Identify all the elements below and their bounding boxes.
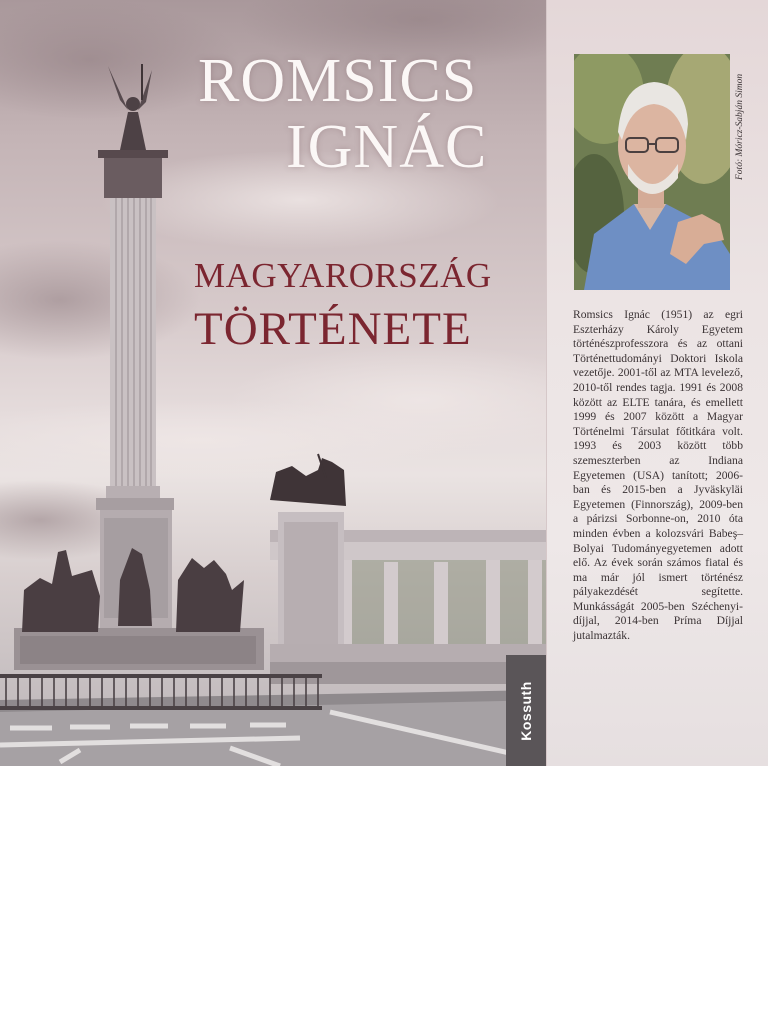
author-given-name: IGNÁC xyxy=(286,113,488,181)
book-title-line2: TÖRTÉNETE xyxy=(194,303,472,355)
author-surname: ROMSICS xyxy=(198,47,478,115)
photo-credit: Fotó: Móricz-Sabján Simon xyxy=(735,73,745,180)
author-biography: Romsics Ignác (1951) az egri Eszterházy Károly Egyetem történészprofesszora és az ottani Történettudományi Doktori Iskola vezetője. 2001-től az MTA levelező, 2010-től rendes tagja. 1991 és 2008 között az ELTE tanára, és emellett 1999 és 2007 között a Magyar Történelmi Társulat főtitkára volt. 1993 és 2003 között több szemeszterben az Indiana Egyetemen (USA) tanított; 2006-ban és 2015-ben a Jyväskyläi Egyetemen (Finnország), 2009-ben a párizsi Sorbonne-on, 2010 óta minden évben a kolozsvári Babeş–Bolyai Tudományegyetemen adott elő. Az évek során számos fiatal és ma már jól ismert történész pályakezdését segítette. Munkásságát 2005-ben Széchenyi-díjjal, 2014-ben Príma Díjjal jutalmazták. xyxy=(573,308,743,643)
author-name xyxy=(190,48,520,180)
back-flap xyxy=(546,0,768,766)
publisher-name: Kossuth xyxy=(518,680,534,741)
author-portrait-image xyxy=(574,54,730,290)
publisher-logo-strip xyxy=(506,655,546,766)
author-photo xyxy=(574,54,730,290)
book-title xyxy=(194,256,524,356)
book-title-line1: MAGYARORSZÁG xyxy=(194,256,492,295)
